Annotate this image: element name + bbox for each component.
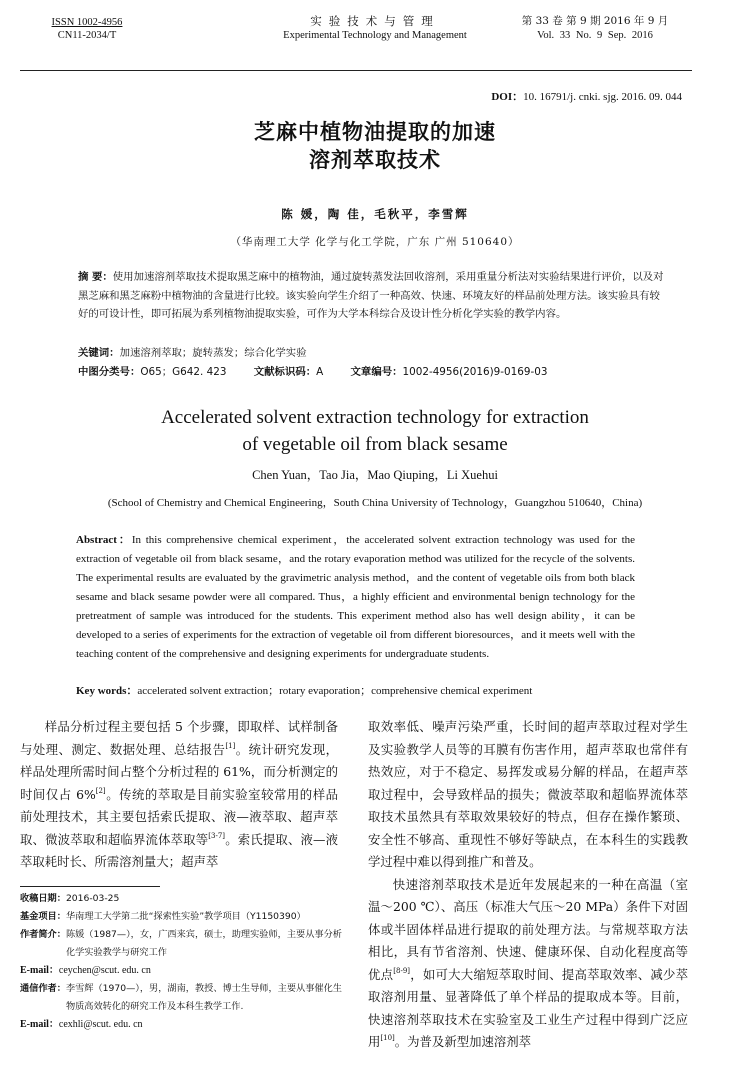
footnote-email-1 xyxy=(20,962,350,980)
chinese-abstract xyxy=(78,268,668,324)
chinese-authors: 陈 媛，陶 佳，毛秋平，李雪辉 xyxy=(281,207,469,221)
chinese-abstract-label: 摘 要： xyxy=(78,271,113,283)
english-title-line2: of vegetable oil from black sesame xyxy=(242,434,508,455)
english-affiliation: (School of Chemistry and Chemical Engineering，South China University of Technology，Guangzhou 510640，China) xyxy=(107,497,643,509)
english-keywords-label: Key words： xyxy=(76,685,138,697)
footnote-value: 李雪辉（1970—），男，湖南，教授、博士生导师，主要从事催化生物质高效转化的研究工作及本科生教学工作. xyxy=(65,983,342,1012)
footnote-label: 收稿日期： xyxy=(20,893,66,904)
footnotes xyxy=(20,890,350,1034)
doi xyxy=(491,88,682,104)
footnote-corresponding-author xyxy=(20,980,350,1016)
footnote-value: 2016-03-25 xyxy=(65,893,120,904)
doi-value[interactable]: 10. 16791/j. cnki. sjg. 2016. 09. 044 xyxy=(523,91,682,103)
journal-name-block xyxy=(240,14,510,42)
chinese-affiliation: （华南理工大学 化学与化工学院，广东 广州 510640） xyxy=(230,236,520,248)
chinese-metadata xyxy=(78,344,668,381)
footnote-author-bio xyxy=(20,926,350,962)
email-link[interactable]: cexhli@scut. edu. cn xyxy=(58,1019,143,1030)
citation-ref[interactable]: [1] xyxy=(225,741,236,750)
english-abstract xyxy=(76,531,635,664)
doc-code-value: A xyxy=(316,365,324,378)
doi-label: DOI： xyxy=(491,91,524,103)
english-abstract-text: In this comprehensive chemical experiment，the accelerated solvent extraction technology was used for the extraction of vegetable oil from black sesame，and the rotary evaporation method was utilized for the recycle of the solvents. The experimental results are evaluated by the gravimetric analysis method，and the content of vegetable oils from both black sesame and black sesame powder were all compared. Thus，a highly efficient and environmental benign technology for the pretreatment of sample was introduced for the students. This experiment method also has well design ability，it can be developed to a series of experiments for the extraction of vegetable oil from different bioresources，and it meets well with the teaching content of the comprehensive and designing experiments for undergraduate students. xyxy=(76,534,636,660)
body-text: 。索氏提取、液—液萃取耗时长、所需溶剂量大；超声萃 xyxy=(20,831,339,869)
doc-code-label: 文献标识码： xyxy=(253,365,317,378)
footnote-value: 陈媛（1987—），女，广西来宾，硕士，助理实验师，主要从事分析化学实验教学与研究工作 xyxy=(65,929,342,958)
citation-ref[interactable]: [8-9] xyxy=(393,966,411,975)
citation-ref[interactable]: [10] xyxy=(380,1034,395,1042)
chinese-title-line1: 芝麻中植物油提取的加速 xyxy=(254,120,496,144)
article-no-value: 1002-4956(2016)9-0169-03 xyxy=(402,365,548,378)
clc-label: 中图分类号： xyxy=(78,365,141,378)
issue-info-cn: 第 33 卷 第 9 期 2016 年 9 月 xyxy=(521,15,669,27)
chinese-title-line2: 溶剂萃取技术 xyxy=(309,148,441,172)
journal-issn-block xyxy=(42,16,132,42)
body-text: 样品分析过程主要包括 5 个步骤，即取样、试样制备与处理、测定、数据处理、总结报告 xyxy=(20,719,338,757)
citation-ref[interactable]: [3-7] xyxy=(208,831,226,840)
classification-row xyxy=(78,363,668,382)
journal-name-en: Experimental Technology and Management xyxy=(283,30,467,41)
body-text: 。传统的萃取是目前实验室较常用的样品前处理技术，其主要包括索氏提取、液—液萃取、超声萃取、微波萃取和超临界流体萃取等 xyxy=(20,786,338,847)
body-text: 。为普及新型加速溶剂萃 xyxy=(394,1034,532,1049)
english-title-line1: Accelerated solvent extraction technology for extraction xyxy=(161,407,589,428)
cn-number: CN11-2034/T xyxy=(57,30,117,41)
body-text: ，如可大大缩短萃取时间、提高萃取效率、减少萃取溶剂用量、显著降低了单个样品的提取成本等。目前，快速溶剂萃取技术在实验室及工业生产过程中得到广泛应用 xyxy=(368,966,689,1049)
email-link[interactable]: ceychen@scut. edu. cn xyxy=(58,965,151,976)
english-title xyxy=(0,404,750,458)
header-divider xyxy=(20,70,692,71)
article-no-label: 文章编号： xyxy=(350,365,403,378)
footnote-label: E-mail： xyxy=(20,965,59,976)
body-right-column xyxy=(368,716,688,1054)
body-paragraph xyxy=(368,874,688,1054)
clc-value: O65；G642. 423 xyxy=(140,365,227,378)
footnote-funding xyxy=(20,908,350,926)
footnote-divider xyxy=(20,886,160,887)
english-abstract-label: Abstract： xyxy=(76,534,132,546)
english-keywords xyxy=(76,682,656,701)
english-authors: Chen Yuan，Tao Jia，Mao Qiuping，Li Xuehui xyxy=(252,468,498,482)
chinese-keywords-label: 关键词： xyxy=(78,347,120,359)
body-paragraph: 取效率低、噪声污染严重，长时间的超声萃取过程对学生及实验教学人员等的耳膜有伤害作用，超声萃取也常伴有热效应，对于不稳定、易挥发或易分解的样品，在超声萃取过程中，会导致样品的损失；微波萃取和超临界流体萃取技术虽然具有萃取效果较好的特点，但存在操作繁琐、安全性不够高、重现性不够好等缺点，在本科生的实践教学过程中难以得到推广和普及。 xyxy=(368,719,688,869)
footnote-label: 作者简介： xyxy=(20,929,66,940)
body-paragraph xyxy=(20,716,338,874)
body-text: 。统计研究发现，样品处理所需时间占整个分析过程的 61%，而分析测定的时间仅占 6% xyxy=(20,741,339,802)
footnote-label: 基金项目： xyxy=(20,911,66,922)
citation-ref[interactable]: [2] xyxy=(95,786,106,795)
footnote-label: E-mail： xyxy=(20,1019,59,1030)
body-left-column xyxy=(20,716,338,874)
chinese-keywords xyxy=(78,344,668,363)
issn: ISSN 1002-4956 xyxy=(51,17,123,28)
footnote-email-2 xyxy=(20,1016,350,1034)
footnote-received xyxy=(20,890,350,908)
body-text: 快速溶剂萃取技术是近年发展起来的一种在高温（室温～200 ℃）、高压（标准大气压～20 MPa）条件下对固体或半固体样品进行提取的前处理方法。与常规萃取方法相比，具有节省溶剂、快速、健康环保、自动化程度高等优点 xyxy=(368,876,688,982)
chinese-abstract-text: 使用加速溶剂萃取技术提取黑芝麻中的植物油，通过旋转蒸发法回收溶剂，采用重量分析法对实验结果进行评价，以及对黑芝麻和黑芝麻粉中植物油的含量进行比较。该实验向学生介绍了一种高效、快速、环境友好的样品前处理方法。该实验具有较好的可设计性，即可拓展为系列植物油提取实验，可作为大学本科综合及设计性分析化学实验的教学内容。 xyxy=(78,271,664,320)
issue-info-block xyxy=(520,14,670,42)
journal-name-cn: 实验技术与管理 xyxy=(310,14,440,28)
footnote-label: 通信作者： xyxy=(20,983,66,994)
issue-info-en: Vol. 33 No. 9 Sep. 2016 xyxy=(537,30,653,41)
chinese-keywords-text: 加速溶剂萃取；旋转蒸发；综合化学实验 xyxy=(119,347,307,359)
footnote-value: 华南理工大学第二批“探索性实验”教学项目（Y1150390） xyxy=(65,911,306,922)
chinese-title xyxy=(0,118,750,174)
english-keywords-text: accelerated solvent extraction；rotary evaporation；comprehensive chemical experiment xyxy=(137,685,533,697)
